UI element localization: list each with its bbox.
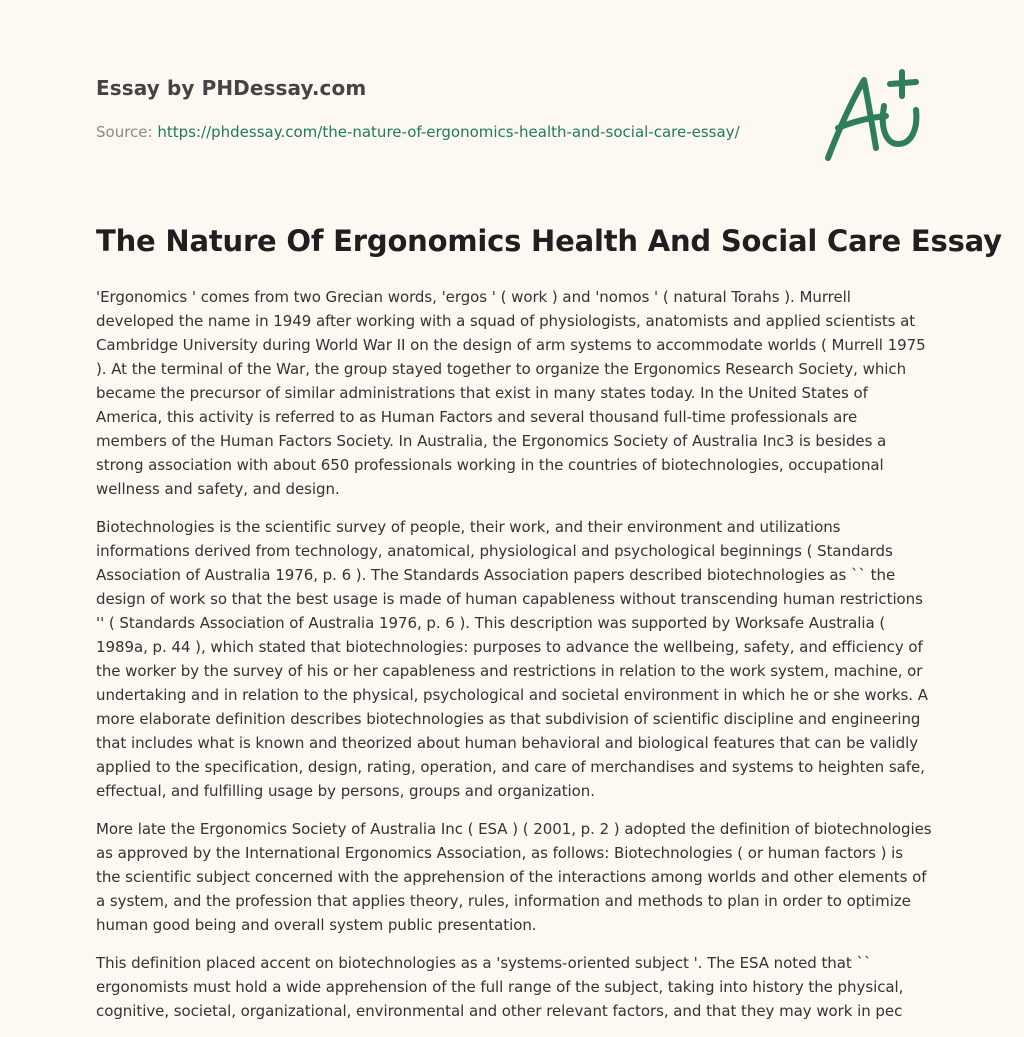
- paragraph: More late the Ergonomics Society of Australia Inc ( ESA ) ( 2001, p. 2 ) adopted the definition of biotechnologies as approved by the International Ergonomics Association, as follows: Biotechnologies ( or human factors ) is the scientific subject concerned with the apprehension of the interactions among worlds and other elements of a system, and the profession that applies theory, rules, information and methods to plan in order to optimize human good being and overall system public presentation.: [96, 820, 932, 934]
- essay-body: [96, 285, 932, 1037]
- essay-title: The Nature Of Ergonomics Health And Social Care Essay: [96, 224, 1002, 258]
- paragraph: Biotechnologies is the scientific survey of people, their work, and their environment and utilizations informations derived from technology, anatomical, physiological and psychological beginnings ( Standards Association of Australia 1976, p. 6 ). The Standards Association papers described biotechnologies as `` the design of work so that the best usage is made of human capableness without transcending human restrictions '' ( Standards Association of Australia 1976, p. 6 ). This description was supported by Worksafe Australia ( 1989a, p. 44 ), which stated that biotechnologies: purposes to advance the wellbeing, safety, and efficiency of the worker by the survey of his or her capableness and restrictions in relation to the work system, machine, or undertaking and in relation to the physical, psychological and societal environment in which he or she works. A more elaborate definition describes biotechnologies as that subdivision of scientific discipline and engineering that includes what is known and theorized about human behavioral and biological features that can be validly applied to the specification, design, rating, operation, and care of merchandises and systems to heighten safe, effectual, and fulfilling usage by persons, groups and organization.: [96, 518, 928, 800]
- paragraph: This definition placed accent on biotechnologies as a 'systems-oriented subject '. The ESA noted that `` ergonomists must hold a wide apprehension of the full range of the subject, taking into history the physical, cognitive, societal, organizational, environmental and other relevant factors, and that they may work in pec: [96, 954, 904, 1020]
- paragraph: 'Ergonomics ' comes from two Grecian words, 'ergos ' ( work ) and 'nomos ' ( natural Torahs ). Murrell developed the name in 1949 after working with a squad of physiologists, anatomists and applied scientists at Cambridge University during World War II on the design of arm systems to accommodate worlds ( Murrell 1975 ). At the terminal of the War, the group stayed together to organize the Ergonomics Research Society, which became the precursor of similar administrations that exist in many states today. In the United States of America, this activity is referred to as Human Factors and several thousand full-time professionals are members of the Human Factors Society. In Australia, the Ergonomics Society of Australia Inc3 is besides a strong association with about 650 professionals working in the countries of biotechnologies, occupational wellness and safety, and design.: [96, 288, 926, 498]
- a-plus-logo-icon: [820, 66, 930, 166]
- source-label: Source:: [96, 123, 153, 141]
- source-line: [96, 123, 740, 141]
- site-brand: Essay by PHDessay.com: [96, 76, 367, 100]
- source-link[interactable]: https://phdessay.com/the-nature-of-ergonomics-health-and-social-care-essay/: [157, 123, 740, 141]
